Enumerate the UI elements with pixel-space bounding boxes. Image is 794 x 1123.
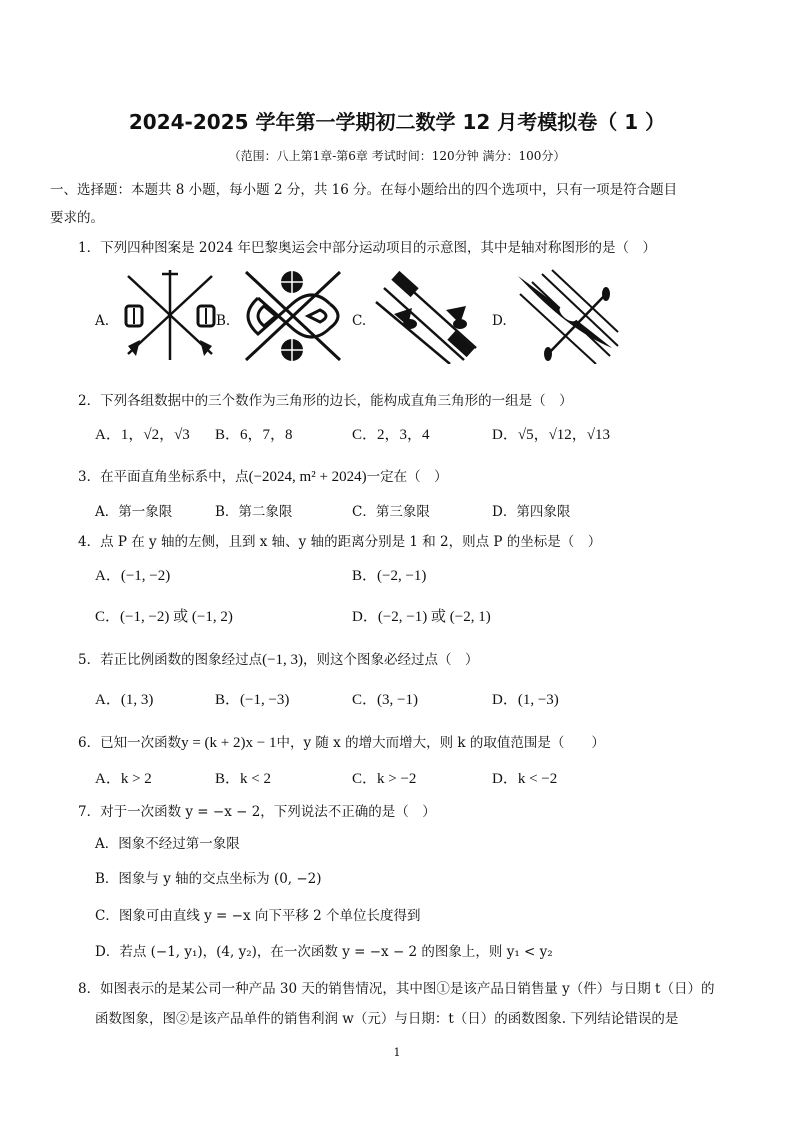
question-8-stem-cont: 函数图象，图②是该产品单件的销售利润 w（元）与日期：t（日）的函数图象. 下列结论错误的是 xyxy=(95,1011,679,1027)
q6-stem-pre: 6．已知一次函数 xyxy=(78,735,182,751)
q7-option-a: A．图象不经过第一象限 xyxy=(95,836,240,852)
section-heading-cont: 要求的。 xyxy=(50,210,104,226)
q3-option-b: B．第二象限 xyxy=(215,504,293,520)
q5-point: (−1, 3) xyxy=(262,652,304,668)
q6-option-d: D．k < −2 xyxy=(492,771,558,787)
q6-option-c: C．k > −2 xyxy=(352,771,417,787)
fencing-icon xyxy=(118,266,222,362)
q5-option-d: D．(1, −3) xyxy=(492,692,559,708)
q5-option-b: B．(−1, −3) xyxy=(215,692,290,708)
question-2-stem: 2．下列各组数据中的三个数作为三角形的边长，能构成直角三角形的一组是（ ） xyxy=(78,393,573,409)
section-heading: 一、选择题：本题共 8 小题，每小题 2 分，共 16 分。在每小题给出的四个选项中，只有一项是符合题目 xyxy=(50,182,678,198)
q5-stem-post: ，则这个图象必经过点（ ） xyxy=(303,652,479,668)
q5-stem-pre: 5．若正比例函数的图象经过点 xyxy=(78,652,263,668)
q6-formula: y = (k + 2)x − 1 xyxy=(181,735,277,751)
page-number: 1 xyxy=(393,1046,401,1059)
q3-point: (−2024, m² + 2024) xyxy=(248,469,367,485)
question-8-stem: 8．如图表示的是某公司一种产品 30 天的销售情况，其中图①是该产品日销售量 y（件）与日期 t（日）的 xyxy=(78,981,715,997)
q7-option-c: C．图象可由直线 y = −x 向下平移 2 个单位长度得到 xyxy=(95,908,421,924)
q4-option-a: A．(−1, −2) xyxy=(95,568,171,584)
q4-option-d: D．(−2, −1) 或 (−2, 1) xyxy=(352,609,491,625)
q7-option-d: D．若点 (−1, y₁)，(4, y₂)，在一次函数 y = −x − 2 的图象上，则 y₁ < y₂ xyxy=(95,944,553,960)
q3-stem-pre: 3．在平面直角坐标系中，点 xyxy=(78,469,249,485)
q3-option-a: A．第一象限 xyxy=(95,504,173,520)
canoe-icon xyxy=(512,268,620,364)
q4-option-c: C．(−1, −2) 或 (−1, 2) xyxy=(95,609,233,625)
question-1-stem: 1．下列四种图案是 2024 年巴黎奥运会中部分运动项目的示意图，其中是轴对称图形的是（ ） xyxy=(78,240,657,256)
q3-stem-post: 一定在（ ） xyxy=(366,469,448,485)
exam-info: （范围：八上第1章-第6章 考试时间：120分钟 满分：100分） xyxy=(228,149,566,163)
q5-option-c: C．(3, −1) xyxy=(352,692,418,708)
q1-option-c-label: C. xyxy=(352,313,367,329)
q2-option-a: A．1，√2，√3 xyxy=(95,427,190,443)
question-3-stem xyxy=(78,465,448,486)
q1-option-a-label: A. xyxy=(95,313,110,329)
question-7-stem: 7．对于一次函数 y = −x − 2，下列说法不正确的是（ ） xyxy=(78,804,436,820)
basketball-icon xyxy=(236,266,348,366)
q3-option-c: C．第三象限 xyxy=(352,504,430,520)
q1-option-b-label: B. xyxy=(216,313,231,329)
q2-option-d: D．√5，√12，√13 xyxy=(492,427,611,443)
q2-option-b: B．6，7，8 xyxy=(215,427,293,443)
question-5-stem xyxy=(78,648,479,669)
q1-option-d-label: D. xyxy=(492,313,507,329)
q7-option-b: B．图象与 y 轴的交点坐标为 (0, −2) xyxy=(95,871,322,887)
q5-option-a: A．(1, 3) xyxy=(95,692,154,708)
question-6-stem xyxy=(78,731,605,752)
q3-option-d: D．第四象限 xyxy=(492,504,571,520)
q4-option-b: B．(−2, −1) xyxy=(352,568,427,584)
q6-option-a: A．k > 2 xyxy=(95,771,152,787)
q6-stem-post: 中，y 随 x 的增大而增大，则 k 的取值范围是（ ） xyxy=(276,735,605,751)
q6-option-b: B．k < 2 xyxy=(215,771,271,787)
q2-option-c: C．2，3，4 xyxy=(352,427,430,443)
page-title: 2024-2025 学年第一学期初二数学 12 月考模拟卷（ 1 ） xyxy=(128,110,666,134)
question-4-stem: 4．点 P 在 y 轴的左侧，且到 x 轴、y 轴的距离分别是 1 和 2，则点 P 的坐标是（ ） xyxy=(78,534,602,550)
badminton-icon xyxy=(372,268,490,364)
